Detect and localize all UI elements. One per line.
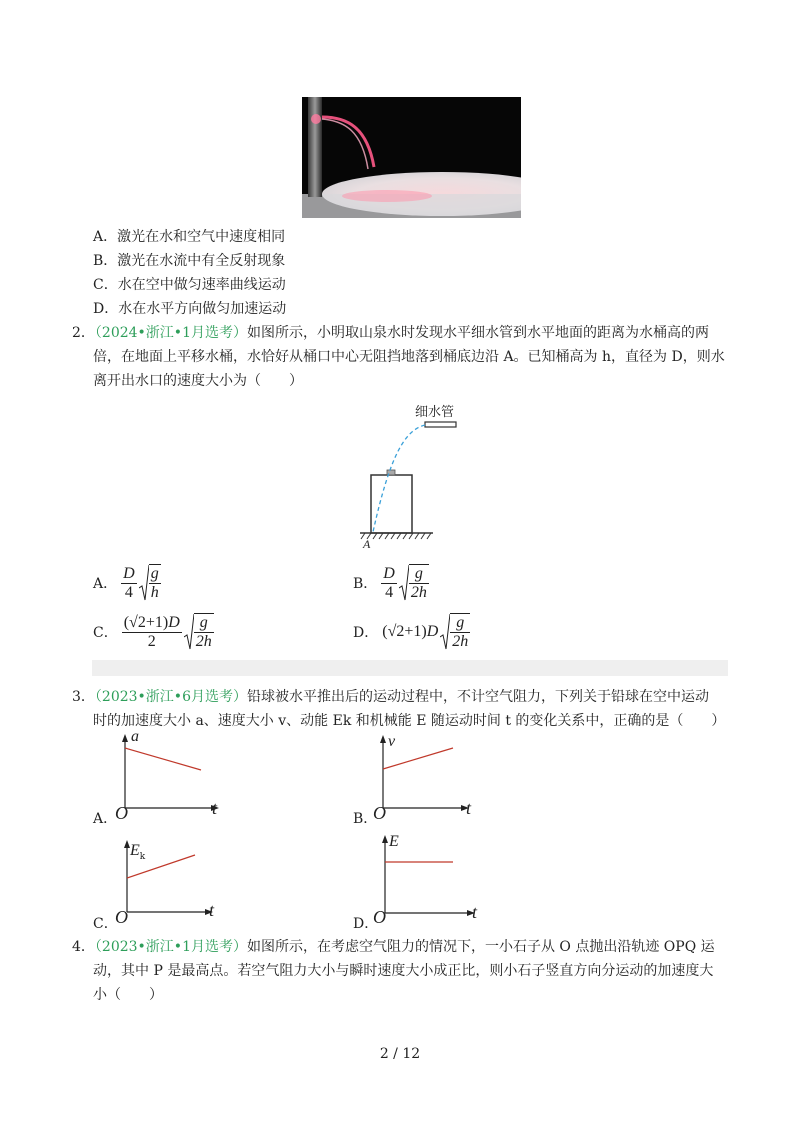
q1-option-c: C．水在空中做匀速率曲线运动 xyxy=(93,277,286,293)
graph-d-ylabel: E xyxy=(389,833,399,850)
q3-stem-line1 xyxy=(72,686,709,708)
q4-number: 4． xyxy=(72,939,95,955)
q2-option-a xyxy=(93,563,161,603)
graph-d-letter: D． xyxy=(353,916,379,932)
frac-numerator: g xyxy=(194,614,214,633)
q2-option-d xyxy=(353,610,470,654)
page-number: 2 / 12 xyxy=(379,1046,421,1062)
graph-a-ylabel: a xyxy=(131,728,139,745)
frac-denominator: h xyxy=(150,584,159,601)
laser-water-photo xyxy=(302,97,521,218)
graph-c-letter: C． xyxy=(93,916,118,932)
q2-stem-line3: 离开出水口的速度大小为（ ） xyxy=(93,373,303,389)
graph-b-xlabel: t xyxy=(466,798,472,818)
symbol-d: D xyxy=(168,613,180,631)
q4-text-1: 如图所示，在考虑空气阻力的情况下，一小石子从 O 点抛出沿轨迹 OPQ 运 xyxy=(246,939,715,955)
graph-c-origin: O xyxy=(115,907,128,927)
graph-c-xlabel: t xyxy=(209,900,215,920)
ylabel-subscript: k xyxy=(139,852,146,863)
graph-b-origin: O xyxy=(373,803,386,823)
q1-option-d: D．水在水平方向做匀加速运动 xyxy=(93,301,287,317)
pipe-label: 细水管 xyxy=(415,405,455,420)
q4-stem-line3: 小（ ） xyxy=(93,987,163,1003)
frac-denominator: 2h xyxy=(410,584,427,601)
graph-c-ylabel xyxy=(130,840,145,862)
point-a-label: A xyxy=(363,537,371,551)
sqrt-expression: (√2+1) xyxy=(123,613,169,631)
frac-denominator: 4 xyxy=(385,583,394,601)
bucket-figure xyxy=(355,400,470,550)
q2-option-c xyxy=(93,610,214,654)
frac-denominator: 2 xyxy=(147,632,156,650)
q2-stem-line2: 倍，在地面上平移水桶，水恰好从桶口中心无阻挡地落到桶底边沿 A。已知桶高为 h，直径为 D，则水 xyxy=(93,349,725,365)
graph-b-ylabel: v xyxy=(388,733,396,750)
graph-a-origin: O xyxy=(115,803,128,823)
q2-text-1: 如图所示，小明取山泉水时发现水平细水管到水平地面的距离为水桶高的两 xyxy=(246,325,709,341)
q2-number: 2． xyxy=(72,325,95,341)
section-divider xyxy=(92,660,728,676)
q2-source: （2024•浙江•1月选考） xyxy=(94,325,247,341)
frac-numerator: g xyxy=(450,614,470,633)
graph-a-xlabel: t xyxy=(212,798,218,818)
q4-source: （2023•浙江•1月选考） xyxy=(94,939,247,955)
q1-option-b: B．激光在水流中有全反射现象 xyxy=(93,253,286,269)
q2-stem-line1 xyxy=(72,322,709,344)
sqrt-expression: (√2+1) xyxy=(382,623,427,640)
graph-d-origin: O xyxy=(373,907,386,927)
frac-denominator: 4 xyxy=(124,583,133,601)
q2-option-b xyxy=(353,563,429,603)
frac-denominator: 2h xyxy=(452,633,469,650)
option-letter: A． xyxy=(93,576,118,592)
q3-source: （2023•浙江•6月选考） xyxy=(94,689,247,705)
option-letter: D． xyxy=(353,625,379,641)
frac-numerator: g xyxy=(409,565,429,584)
option-letter: B． xyxy=(353,576,378,592)
q3-stem-line2: 时的加速度大小 a、速度大小 v、动能 Ek 和机械能 E 随运动时间 t 的变化关系中，正确的是（ ） xyxy=(93,713,726,729)
graph-d-xlabel: t xyxy=(472,902,478,922)
q4-stem-line1 xyxy=(72,936,715,958)
frac-denominator: 2h xyxy=(195,633,212,650)
q3-text-1: 铅球被水平推出后的运动过程中，不计空气阻力，下列关于铅球在空中运动 xyxy=(246,689,709,705)
frac-numerator: D xyxy=(383,564,395,582)
q3-number: 3． xyxy=(72,689,95,705)
q1-option-a: A．激光在水和空气中速度相同 xyxy=(93,229,286,245)
frac-numerator: D xyxy=(123,564,135,582)
ylabel-main: E xyxy=(130,842,140,859)
symbol-d: D xyxy=(426,623,439,640)
graph-b-letter: B． xyxy=(353,811,378,827)
frac-numerator: g xyxy=(150,565,159,582)
graph-a-letter: A． xyxy=(93,811,118,827)
option-letter: C． xyxy=(93,625,118,641)
q4-stem-line2: 动，其中 P 是最高点。若空气阻力大小与瞬时速度大小成正比，则小石子竖直方向分运动的加速度大 xyxy=(93,963,714,979)
